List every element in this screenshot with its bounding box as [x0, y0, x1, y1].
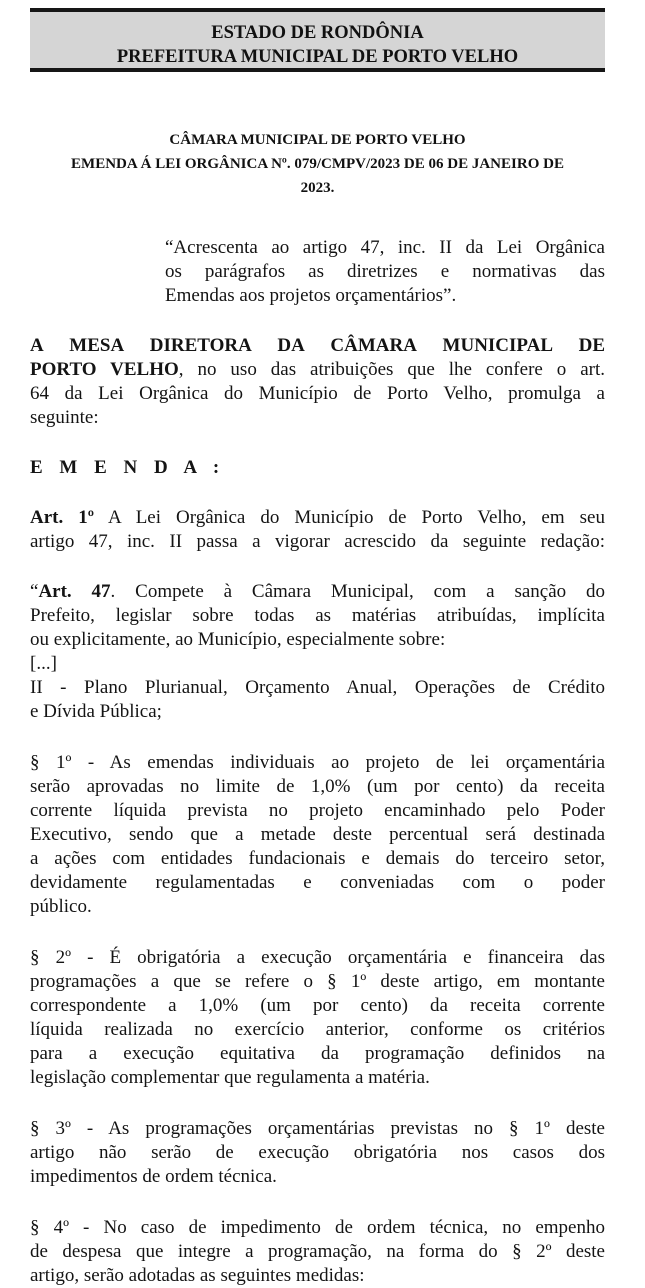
- document-title: [30, 128, 605, 200]
- preamble-line: 64 da Lei Orgânica do Município de Porto Velho, promulga a: [30, 383, 605, 404]
- preamble-bold-city: PORTO VELHO: [30, 359, 179, 380]
- ementa-line: “Acrescenta ao artigo 47, inc. II da Lei Orgânica: [165, 237, 605, 258]
- title-amendment: EMENDA Á LEI ORGÂNICA Nº. 079/CMPV/2023 DE 06 DE JANEIRO DE: [71, 156, 564, 172]
- preamble-bold: A MESA DIRETORA DA CÂMARA MUNICIPAL DE: [30, 335, 605, 356]
- paragraph-line: a ações com entidades fundacionais e demais do terceiro setor,: [30, 848, 605, 869]
- article-line: e Dívida Pública;: [30, 701, 162, 722]
- paragraph-line: impedimentos de ordem técnica.: [30, 1166, 277, 1187]
- paragraph-line: para a execução equitativa da programação definidos na: [30, 1043, 605, 1064]
- paragraph-line: § 2º - É obrigatória a execução orçamentária e financeira das: [30, 947, 605, 968]
- paragraph-line: § 4º - No caso de impedimento de ordem técnica, no empenho: [30, 1217, 605, 1238]
- document-page: [30, 8, 605, 1288]
- open-quote: “: [30, 581, 39, 602]
- article-line: artigo 47, inc. II passa a vigorar acrescido da seguinte redação:: [30, 531, 605, 552]
- paragraph-line: legislação complementar que regulamenta a matéria.: [30, 1067, 430, 1088]
- paragraph-1: [30, 751, 605, 919]
- paragraph-line: devidamente regulamentadas e conveniadas com o poder: [30, 872, 605, 893]
- paragraph-line: de despesa que integre a programação, na forma do § 2º deste: [30, 1241, 605, 1262]
- article-line: II - Plano Plurianual, Orçamento Anual, Operações de Crédito: [30, 677, 605, 698]
- article-text: A Lei Orgânica do Município de Porto Velho, em seu: [94, 507, 605, 528]
- paragraph-line: público.: [30, 896, 92, 917]
- ementa-line: os parágrafos as diretrizes e normativas das: [165, 261, 605, 282]
- paragraph-line: serão aprovadas no limite de 1,0% (um por cento) da receita: [30, 776, 605, 797]
- title-year: 2023.: [300, 180, 335, 196]
- article-line: [30, 506, 605, 530]
- title-chamber: CÂMARA MUNICIPAL DE PORTO VELHO: [169, 132, 466, 148]
- paragraph-line: Executivo, sendo que a metade deste percentual será destinada: [30, 824, 605, 845]
- article-label: Art. 47: [38, 581, 111, 602]
- ementa-line: Emendas aos projetos orçamentários”.: [165, 285, 457, 306]
- article-line: [30, 580, 605, 604]
- header-band: [30, 8, 605, 72]
- paragraph-3: [30, 1117, 605, 1189]
- header-state: ESTADO DE RONDÔNIA: [211, 23, 424, 43]
- paragraph-line: § 1º - As emendas individuais ao projeto de lei orçamentária: [30, 752, 605, 773]
- paragraph-line: correspondente a 1,0% (um por cento) da receita corrente: [30, 995, 605, 1016]
- paragraph-line: líquida realizada no exercício anterior, conforme os critérios: [30, 1019, 605, 1040]
- article-line: Prefeito, legislar sobre todas as matérias atribuídas, implícita: [30, 605, 605, 626]
- preamble-line: [30, 358, 605, 382]
- paragraph-line: corrente líquida prevista no projeto encaminhado pelo Poder: [30, 800, 605, 821]
- paragraph-2: [30, 946, 605, 1090]
- preamble-line: [30, 334, 605, 358]
- article-47: [30, 580, 605, 724]
- article-line: ou explicitamente, ao Município, especialmente sobre:: [30, 629, 446, 650]
- article-label: Art. 1º: [30, 507, 95, 528]
- header-prefecture: PREFEITURA MUNICIPAL DE PORTO VELHO: [116, 47, 519, 67]
- paragraph-line: artigo não serão de execução obrigatória nos casos dos: [30, 1142, 605, 1163]
- article-text: . Compete à Câmara Municipal, com a sanção do: [110, 581, 606, 602]
- paragraph-4: [30, 1216, 605, 1288]
- paragraph-line: § 3º - As programações orçamentárias previstas no § 1º deste: [30, 1118, 605, 1139]
- preamble: [30, 334, 605, 430]
- paragraph-line: programações a que se refere o § 1º deste artigo, em montante: [30, 971, 605, 992]
- ementa-summary: [165, 236, 605, 308]
- emenda-heading: E M E N D A :: [30, 457, 226, 478]
- preamble-line: seguinte:: [30, 407, 99, 428]
- preamble-text: , no uso das atribuições que lhe confere o art.: [178, 359, 606, 380]
- article-1: [30, 506, 605, 554]
- article-line: [...]: [30, 653, 57, 674]
- paragraph-line: artigo, serão adotadas as seguintes medidas:: [30, 1265, 365, 1286]
